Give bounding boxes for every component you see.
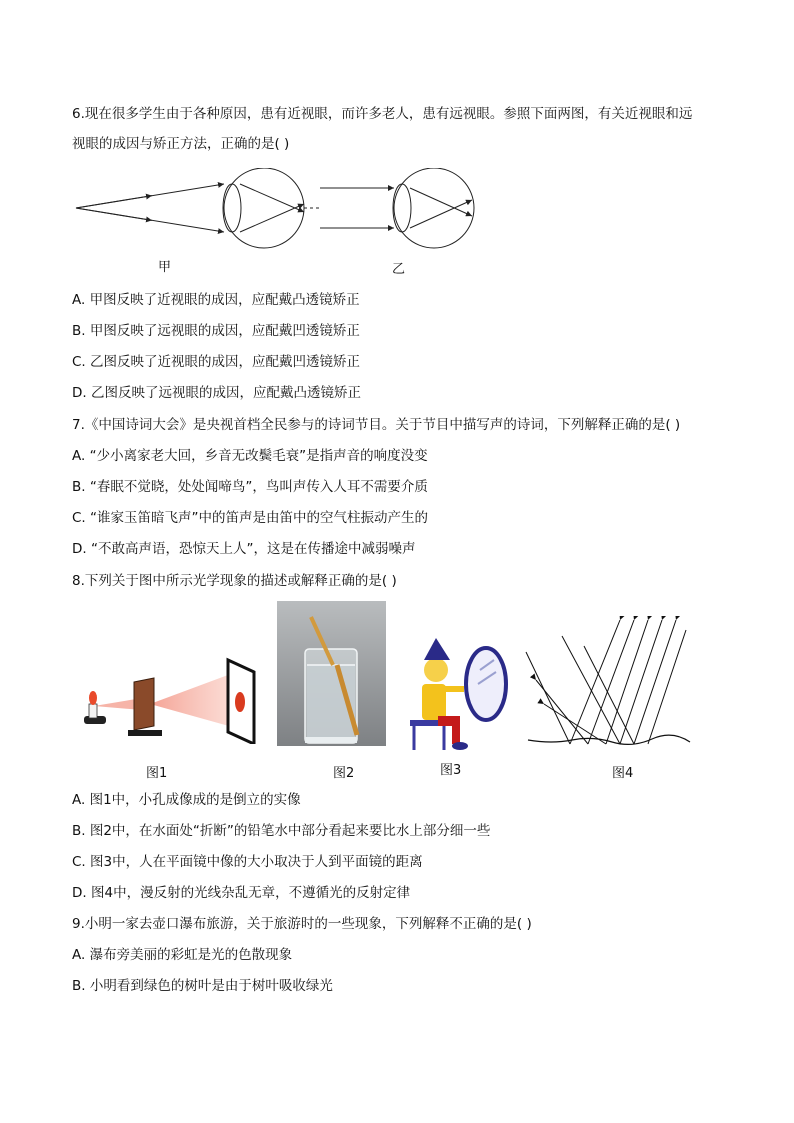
q7-stem: 7.《中国诗词大会》是央视首档全民参与的诗词节目。关于节目中描写声的诗词，下列解释正确的是( ) xyxy=(72,417,681,433)
q6-stem-line2: 视眼的成因与矫正方法，正确的是( ) xyxy=(72,136,290,152)
q6-eye-diagrams xyxy=(72,168,492,280)
q8-option-b[interactable]: B. 图2中，在水面处“折断”的铅笔水中部分看起来要比水上部分细一些 xyxy=(72,823,491,839)
figure-3-caption: 图3 xyxy=(440,763,462,778)
q9-option-b[interactable]: B. 小明看到绿色的树叶是由于树叶吸收绿光 xyxy=(72,978,333,994)
figure-1-caption: 图1 xyxy=(146,766,168,781)
figure-4-caption: 图4 xyxy=(612,766,634,781)
q6-stem-line1: 6.现在很多学生由于各种原因，患有近视眼，而许多老人，患有远视眼。参照下面两图，有关近视眼和远 xyxy=(72,106,693,122)
q7-option-c[interactable]: C. “谁家玉笛暗飞声”中的笛声是由笛中的空气柱振动产生的 xyxy=(72,510,428,526)
q8-option-a[interactable]: A. 图1中，小孔成像成的是倒立的实像 xyxy=(72,792,301,808)
figure-1-pinhole-camera xyxy=(72,652,262,744)
q9-option-a[interactable]: A. 瀑布旁美丽的彩虹是光的色散现象 xyxy=(72,947,293,963)
q6-option-b[interactable]: B. 甲图反映了远视眼的成因，应配戴凹透镜矫正 xyxy=(72,323,360,339)
q8-stem: 8.下列关于图中所示光学现象的描述或解释正确的是( ) xyxy=(72,573,397,589)
q9-stem: 9.小明一家去壶口瀑布旅游，关于旅游时的一些现象，下列解释不正确的是( ) xyxy=(72,916,532,932)
figure-label-jia: 甲 xyxy=(158,260,172,275)
figure-label-yi: 乙 xyxy=(392,262,406,277)
figure-3-mirror xyxy=(404,624,510,752)
q7-option-d[interactable]: D. “不敢高声语，恐惊天上人”，这是在传播途中减弱噪声 xyxy=(72,541,416,557)
q7-option-b[interactable]: B. “春眠不觉晓，处处闻啼鸟”，鸟叫声传入人耳不需要介质 xyxy=(72,479,428,495)
q7-option-a[interactable]: A. “少小离家老大回，乡音无改鬓毛衰”是指声音的响度没变 xyxy=(72,448,428,464)
figure-2-caption: 图2 xyxy=(333,766,355,781)
eye-diagram-yi xyxy=(320,168,474,248)
eye-diagram-jia xyxy=(76,168,322,248)
figure-4-diffuse-reflection xyxy=(522,616,694,748)
q8-option-d[interactable]: D. 图4中，漫反射的光线杂乱无章，不遵循光的反射定律 xyxy=(72,885,411,901)
q6-option-d[interactable]: D. 乙图反映了远视眼的成因，应配戴凸透镜矫正 xyxy=(72,385,361,401)
q6-option-c[interactable]: C. 乙图反映了近视眼的成因，应配戴凹透镜矫正 xyxy=(72,354,361,370)
q6-option-a[interactable]: A. 甲图反映了近视眼的成因，应配戴凸透镜矫正 xyxy=(72,292,360,308)
figure-2-pencil-in-water xyxy=(277,601,386,746)
q8-option-c[interactable]: C. 图3中，人在平面镜中像的大小取决于人到平面镜的距离 xyxy=(72,854,423,870)
